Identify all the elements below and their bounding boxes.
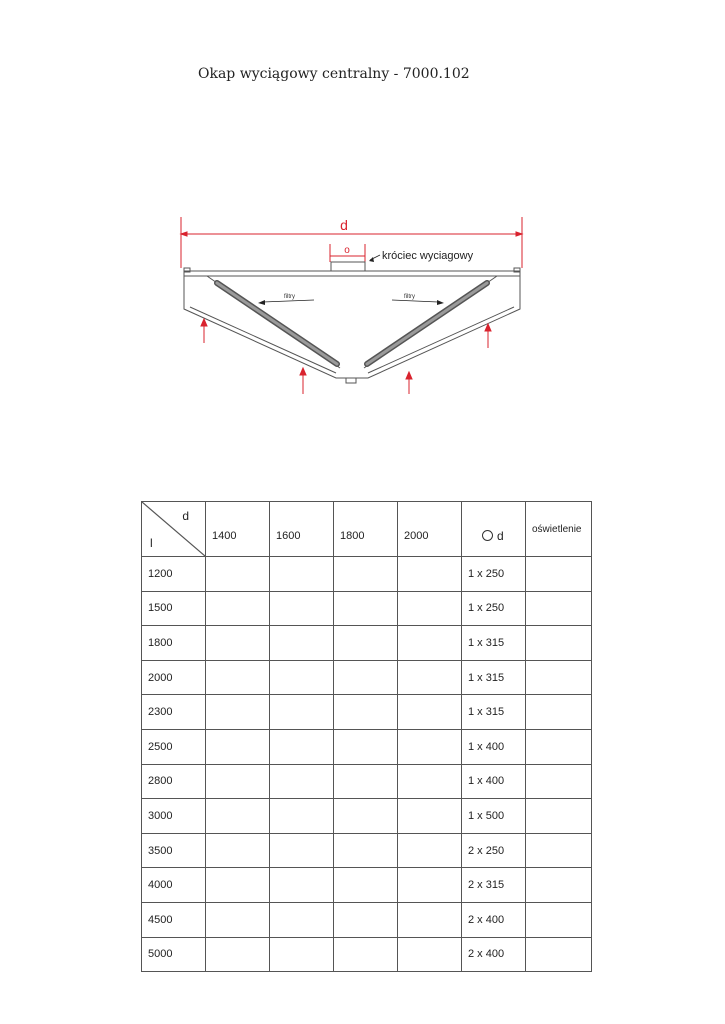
hood-diagram — [0, 0, 725, 460]
row-outlet-cell: 2 x 400 — [462, 902, 526, 937]
table-row — [142, 729, 592, 764]
empty-cell — [398, 695, 462, 730]
empty-cell — [270, 868, 334, 903]
column-header: 1400 — [206, 502, 270, 557]
dimensions-table — [141, 501, 592, 972]
row-length-cell: 4000 — [142, 868, 206, 903]
row-outlet-cell: 1 x 500 — [462, 799, 526, 834]
row-lighting-cell — [526, 833, 592, 868]
corner-label-l: l — [150, 536, 153, 550]
filter-left-label: filtry — [284, 294, 295, 300]
row-length-cell: 1200 — [142, 557, 206, 592]
empty-cell — [270, 937, 334, 972]
diameter-icon — [482, 530, 493, 541]
empty-cell — [206, 626, 270, 661]
empty-cell — [398, 660, 462, 695]
empty-cell — [398, 729, 462, 764]
empty-cell — [270, 799, 334, 834]
dimension-o-label: o — [344, 245, 350, 256]
empty-cell — [206, 937, 270, 972]
row-length-cell: 3000 — [142, 799, 206, 834]
empty-cell — [398, 557, 462, 592]
empty-cell — [334, 626, 398, 661]
empty-cell — [334, 557, 398, 592]
row-outlet-cell: 1 x 315 — [462, 660, 526, 695]
empty-cell — [206, 695, 270, 730]
row-lighting-cell — [526, 626, 592, 661]
empty-cell — [334, 868, 398, 903]
empty-cell — [206, 902, 270, 937]
empty-cell — [398, 902, 462, 937]
table-row — [142, 591, 592, 626]
row-length-cell: 1800 — [142, 626, 206, 661]
empty-cell — [334, 902, 398, 937]
row-length-cell: 4500 — [142, 902, 206, 937]
row-lighting-cell — [526, 764, 592, 799]
empty-cell — [206, 591, 270, 626]
empty-cell — [398, 591, 462, 626]
row-lighting-cell — [526, 868, 592, 903]
row-outlet-cell: 2 x 315 — [462, 868, 526, 903]
table-row — [142, 660, 592, 695]
empty-cell — [270, 902, 334, 937]
empty-cell — [206, 660, 270, 695]
table-row — [142, 868, 592, 903]
empty-cell — [270, 833, 334, 868]
empty-cell — [270, 557, 334, 592]
row-lighting-cell — [526, 695, 592, 730]
empty-cell — [398, 868, 462, 903]
row-lighting-cell — [526, 799, 592, 834]
table-row — [142, 695, 592, 730]
empty-cell — [334, 660, 398, 695]
empty-cell — [206, 557, 270, 592]
empty-cell — [398, 799, 462, 834]
row-length-cell: 1500 — [142, 591, 206, 626]
empty-cell — [334, 764, 398, 799]
empty-cell — [334, 799, 398, 834]
row-lighting-cell — [526, 937, 592, 972]
row-outlet-cell: 2 x 400 — [462, 937, 526, 972]
empty-cell — [206, 833, 270, 868]
row-outlet-cell: 2 x 250 — [462, 833, 526, 868]
row-length-cell: 2800 — [142, 764, 206, 799]
table-row — [142, 626, 592, 661]
row-lighting-cell — [526, 660, 592, 695]
row-outlet-cell: 1 x 250 — [462, 591, 526, 626]
empty-cell — [334, 695, 398, 730]
empty-cell — [270, 764, 334, 799]
row-lighting-cell — [526, 557, 592, 592]
filter-right-label: filtry — [404, 294, 415, 300]
empty-cell — [270, 695, 334, 730]
empty-cell — [206, 764, 270, 799]
empty-cell — [334, 937, 398, 972]
row-length-cell: 5000 — [142, 937, 206, 972]
empty-cell — [398, 764, 462, 799]
empty-cell — [398, 937, 462, 972]
hood-body — [184, 268, 520, 383]
row-outlet-cell: 1 x 400 — [462, 729, 526, 764]
empty-cell — [270, 729, 334, 764]
row-lighting-cell — [526, 729, 592, 764]
empty-cell — [334, 729, 398, 764]
empty-cell — [398, 833, 462, 868]
row-outlet-cell: 1 x 315 — [462, 626, 526, 661]
column-header-diameter-label: d — [497, 529, 504, 543]
row-lighting-cell — [526, 591, 592, 626]
exhaust-outlet — [331, 262, 365, 271]
outlet-label: króciec wyciagowy — [382, 250, 474, 262]
row-length-cell: 2500 — [142, 729, 206, 764]
table-header-row — [142, 502, 592, 557]
table-corner-cell — [142, 502, 206, 557]
table-row — [142, 937, 592, 972]
row-length-cell: 2000 — [142, 660, 206, 695]
column-header: 1600 — [270, 502, 334, 557]
corner-label-d: d — [182, 509, 189, 523]
empty-cell — [206, 868, 270, 903]
column-header-lighting: oświetlenie — [526, 502, 592, 557]
column-header: 1800 — [334, 502, 398, 557]
table-row — [142, 557, 592, 592]
row-outlet-cell: 1 x 400 — [462, 764, 526, 799]
column-header-diameter — [462, 502, 526, 557]
empty-cell — [206, 799, 270, 834]
empty-cell — [270, 660, 334, 695]
empty-cell — [270, 626, 334, 661]
dimension-d-label: d — [340, 217, 348, 233]
table-row — [142, 902, 592, 937]
empty-cell — [398, 626, 462, 661]
row-length-cell: 2300 — [142, 695, 206, 730]
empty-cell — [206, 729, 270, 764]
empty-cell — [334, 591, 398, 626]
row-length-cell: 3500 — [142, 833, 206, 868]
row-outlet-cell: 1 x 250 — [462, 557, 526, 592]
table-row — [142, 764, 592, 799]
column-header: 2000 — [398, 502, 462, 557]
empty-cell — [334, 833, 398, 868]
empty-cell — [270, 591, 334, 626]
table-row — [142, 799, 592, 834]
row-lighting-cell — [526, 902, 592, 937]
page-title: Okap wyciągowy centralny - 7000.102 — [198, 66, 470, 82]
row-outlet-cell: 1 x 315 — [462, 695, 526, 730]
table-row — [142, 833, 592, 868]
